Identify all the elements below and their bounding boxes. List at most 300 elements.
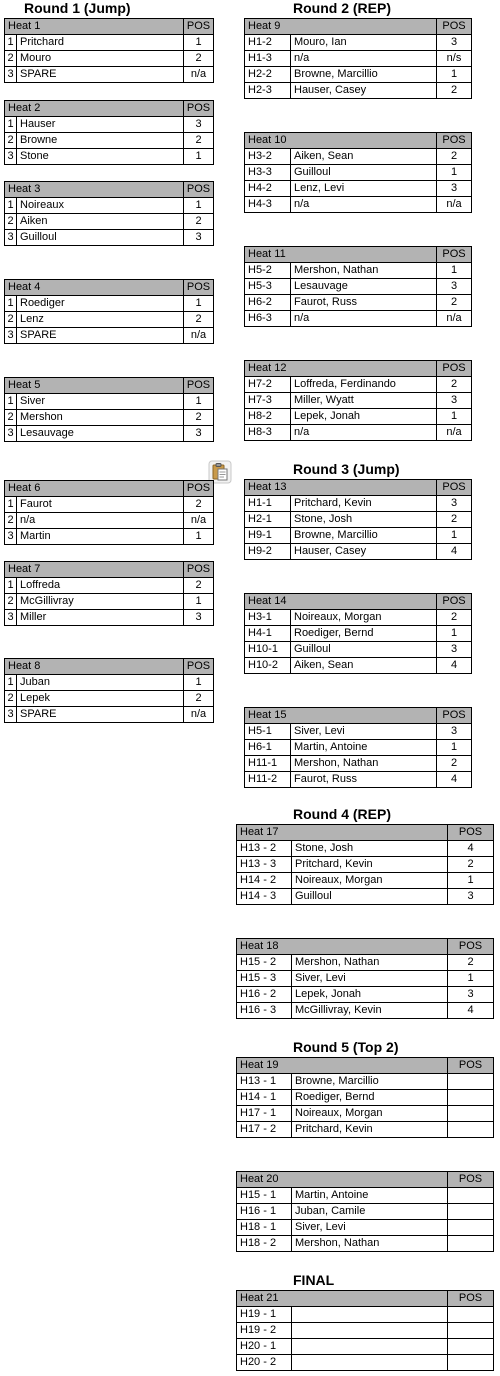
athlete-name[interactable]: Martin [17, 529, 184, 545]
heat-name: Heat 5 [5, 378, 184, 394]
table-row [5, 497, 214, 513]
position-cell[interactable]: 2 [437, 610, 472, 626]
seed-cell[interactable]: H13 - 2 [237, 841, 292, 857]
athlete-name[interactable]: n/a [291, 425, 437, 441]
lane-number[interactable]: 3 [5, 529, 17, 545]
pos-header: POS [184, 481, 214, 497]
table-row [245, 496, 472, 512]
position-cell[interactable]: 1 [437, 67, 472, 83]
table-row [245, 165, 472, 181]
position-cell[interactable]: 1 [437, 626, 472, 642]
heat-table [244, 132, 472, 213]
heat-table [236, 824, 494, 905]
athlete-name[interactable] [292, 1355, 448, 1371]
athlete-name[interactable]: Siver [17, 394, 184, 410]
heat-header-row [5, 562, 214, 578]
position-cell[interactable]: 2 [184, 410, 214, 426]
position-cell[interactable]: 1 [437, 409, 472, 425]
athlete-name[interactable]: McGillivray, Kevin [292, 1003, 448, 1019]
athlete-name[interactable]: Mershon, Nathan [292, 955, 448, 971]
position-cell[interactable]: n/a [437, 425, 472, 441]
position-cell[interactable]: 3 [184, 610, 214, 626]
athlete-name[interactable]: Mershon [17, 410, 184, 426]
seed-cell[interactable]: H7-2 [245, 377, 291, 393]
heat-name: Heat 15 [245, 708, 437, 724]
position-cell[interactable]: 2 [437, 377, 472, 393]
position-cell[interactable]: 3 [437, 724, 472, 740]
seed-cell[interactable]: H15 - 1 [237, 1188, 292, 1204]
athlete-name[interactable]: Roediger [17, 296, 184, 312]
seed-cell[interactable]: H14 - 1 [237, 1090, 292, 1106]
table-row [245, 610, 472, 626]
pos-header: POS [448, 1291, 494, 1307]
seed-cell[interactable]: H8-2 [245, 409, 291, 425]
position-cell[interactable]: 4 [448, 1003, 494, 1019]
athlete-name[interactable]: Aiken, Sean [291, 658, 437, 674]
seed-cell[interactable]: H4-3 [245, 197, 291, 213]
position-cell[interactable] [448, 1323, 494, 1339]
table-row [5, 707, 214, 723]
athlete-name[interactable]: Hauser [17, 117, 184, 133]
athlete-name[interactable]: n/a [291, 51, 437, 67]
athlete-name[interactable]: Pritchard, Kevin [291, 496, 437, 512]
position-cell[interactable]: 3 [184, 117, 214, 133]
heat-table [244, 593, 472, 674]
heat-header-row [245, 594, 472, 610]
seed-cell[interactable]: H5-3 [245, 279, 291, 295]
table-row [5, 328, 214, 344]
table-row [5, 117, 214, 133]
athlete-name[interactable]: Stone, Josh [292, 841, 448, 857]
athlete-name[interactable]: Hauser, Casey [291, 544, 437, 560]
seed-cell[interactable]: H3-3 [245, 165, 291, 181]
position-cell[interactable]: 2 [437, 756, 472, 772]
athlete-name[interactable]: Pritchard, Kevin [292, 857, 448, 873]
table-row [237, 1188, 494, 1204]
athlete-name[interactable]: Mouro [17, 51, 184, 67]
lane-number[interactable]: 3 [5, 328, 17, 344]
athlete-name[interactable]: SPARE [17, 328, 184, 344]
position-cell[interactable] [448, 1074, 494, 1090]
position-cell[interactable]: 3 [184, 230, 214, 246]
lane-number[interactable]: 1 [5, 35, 17, 51]
seed-cell[interactable]: H8-3 [245, 425, 291, 441]
position-cell[interactable]: 2 [437, 512, 472, 528]
table-row [245, 311, 472, 327]
athlete-name[interactable]: Juban [17, 675, 184, 691]
position-cell[interactable]: n/a [437, 197, 472, 213]
pos-header: POS [184, 280, 214, 296]
athlete-name[interactable]: Guilloul [17, 230, 184, 246]
position-cell[interactable]: n/a [184, 67, 214, 83]
position-cell[interactable]: 2 [437, 83, 472, 99]
table-row [5, 149, 214, 165]
table-row [5, 610, 214, 626]
position-cell[interactable]: 3 [448, 889, 494, 905]
athlete-name[interactable]: SPARE [17, 67, 184, 83]
athlete-name[interactable]: Browne, Marcillio [291, 528, 437, 544]
table-row [5, 230, 214, 246]
table-row [237, 987, 494, 1003]
seed-cell[interactable]: H6-2 [245, 295, 291, 311]
position-cell[interactable]: 1 [448, 971, 494, 987]
athlete-name[interactable]: Faurot, Russ [291, 295, 437, 311]
heat-table [4, 100, 214, 165]
athlete-name[interactable]: Siver, Levi [292, 1220, 448, 1236]
athlete-name[interactable]: Pritchard [17, 35, 184, 51]
athlete-name[interactable]: Browne, Marcillio [291, 67, 437, 83]
position-cell[interactable]: 2 [184, 497, 214, 513]
heat-name: Heat 12 [245, 361, 437, 377]
seed-cell[interactable]: H10-2 [245, 658, 291, 674]
athlete-name[interactable]: Loffreda [17, 578, 184, 594]
position-cell[interactable]: 4 [437, 658, 472, 674]
table-row [245, 528, 472, 544]
lane-number[interactable]: 3 [5, 610, 17, 626]
heat-header-row [5, 101, 214, 117]
seed-cell[interactable]: H3-2 [245, 149, 291, 165]
athlete-name[interactable]: Siver, Levi [291, 724, 437, 740]
seed-cell[interactable]: H1-2 [245, 35, 291, 51]
athlete-name[interactable]: n/a [291, 311, 437, 327]
final-title: FINAL [293, 1272, 335, 1288]
seed-cell[interactable]: H11-1 [245, 756, 291, 772]
seed-cell[interactable]: H2-1 [245, 512, 291, 528]
seed-cell[interactable]: H1-3 [245, 51, 291, 67]
athlete-name[interactable]: Browne [17, 133, 184, 149]
seed-cell[interactable]: H14 - 3 [237, 889, 292, 905]
heat-name: Heat 1 [5, 19, 184, 35]
round-3-title: Round 3 (Jump) [293, 461, 400, 477]
position-cell[interactable]: 2 [184, 214, 214, 230]
seed-cell[interactable]: H18 - 2 [237, 1236, 292, 1252]
athlete-name[interactable]: Pritchard, Kevin [292, 1122, 448, 1138]
table-row [5, 691, 214, 707]
seed-cell[interactable]: H16 - 2 [237, 987, 292, 1003]
heat-header-row [5, 481, 214, 497]
table-row [5, 578, 214, 594]
table-row [237, 873, 494, 889]
heat-table [4, 377, 214, 442]
seed-cell[interactable]: H15 - 2 [237, 955, 292, 971]
position-cell[interactable] [448, 1106, 494, 1122]
table-row [5, 529, 214, 545]
athlete-name[interactable]: Lesauvage [17, 426, 184, 442]
athlete-name[interactable]: Hauser, Casey [291, 83, 437, 99]
lane-number[interactable]: 2 [5, 410, 17, 426]
position-cell[interactable]: 3 [437, 181, 472, 197]
athlete-name[interactable]: Stone [17, 149, 184, 165]
athlete-name[interactable]: n/a [291, 197, 437, 213]
seed-cell[interactable]: H19 - 2 [237, 1323, 292, 1339]
pos-header: POS [184, 378, 214, 394]
athlete-name[interactable]: Martin, Antoine [292, 1188, 448, 1204]
table-row [5, 513, 214, 529]
position-cell[interactable]: n/a [437, 311, 472, 327]
position-cell[interactable]: 1 [184, 198, 214, 214]
position-cell[interactable]: 1 [437, 740, 472, 756]
athlete-name[interactable]: Lepek, Jonah [292, 987, 448, 1003]
position-cell[interactable] [448, 1355, 494, 1371]
position-cell[interactable]: 1 [448, 873, 494, 889]
position-cell[interactable]: 1 [184, 149, 214, 165]
seed-cell[interactable]: H13 - 3 [237, 857, 292, 873]
athlete-name[interactable]: Lenz, Levi [291, 181, 437, 197]
lane-number[interactable]: 2 [5, 214, 17, 230]
lane-number[interactable]: 3 [5, 149, 17, 165]
seed-cell[interactable]: H1-1 [245, 496, 291, 512]
position-cell[interactable]: 1 [437, 263, 472, 279]
pos-header: POS [437, 480, 472, 496]
table-row [237, 1074, 494, 1090]
seed-cell[interactable]: H4-1 [245, 626, 291, 642]
table-row [5, 394, 214, 410]
seed-cell[interactable]: H20 - 2 [237, 1355, 292, 1371]
position-cell[interactable]: 3 [437, 642, 472, 658]
seed-cell[interactable]: H6-1 [245, 740, 291, 756]
table-row [237, 1122, 494, 1138]
position-cell[interactable]: 1 [437, 528, 472, 544]
position-cell[interactable]: 3 [437, 393, 472, 409]
athlete-name[interactable]: Miller [17, 610, 184, 626]
lane-number[interactable]: 2 [5, 133, 17, 149]
table-row [245, 393, 472, 409]
athlete-name[interactable]: Lenz [17, 312, 184, 328]
pos-header: POS [184, 19, 214, 35]
athlete-name[interactable]: Mouro, Ian [291, 35, 437, 51]
table-row [5, 133, 214, 149]
seed-cell[interactable]: H18 - 1 [237, 1220, 292, 1236]
table-row [237, 1204, 494, 1220]
position-cell[interactable]: n/a [184, 328, 214, 344]
athlete-name[interactable]: McGillivray [17, 594, 184, 610]
heat-table [244, 707, 472, 788]
athlete-name[interactable] [292, 1307, 448, 1323]
heat-table [244, 360, 472, 441]
heat-name: Heat 6 [5, 481, 184, 497]
lane-number[interactable]: 1 [5, 578, 17, 594]
athlete-name[interactable]: Lepek [17, 691, 184, 707]
lane-number[interactable]: 1 [5, 497, 17, 513]
seed-cell[interactable]: H14 - 2 [237, 873, 292, 889]
table-row [245, 197, 472, 213]
heat-table [244, 479, 472, 560]
athlete-name[interactable]: Lesauvage [291, 279, 437, 295]
athlete-name[interactable]: Martin, Antoine [291, 740, 437, 756]
athlete-name[interactable] [292, 1339, 448, 1355]
athlete-name[interactable]: Siver, Levi [292, 971, 448, 987]
heat-table [236, 938, 494, 1019]
seed-cell[interactable]: H2-2 [245, 67, 291, 83]
heat-name: Heat 7 [5, 562, 184, 578]
position-cell[interactable]: 1 [184, 394, 214, 410]
position-cell[interactable] [448, 1090, 494, 1106]
position-cell[interactable]: 2 [184, 133, 214, 149]
lane-number[interactable]: 1 [5, 117, 17, 133]
athlete-name[interactable]: Browne, Marcillio [292, 1074, 448, 1090]
table-row [5, 594, 214, 610]
seed-cell[interactable]: H3-1 [245, 610, 291, 626]
lane-number[interactable]: 2 [5, 312, 17, 328]
athlete-name[interactable]: Noireaux [17, 198, 184, 214]
position-cell[interactable]: 1 [184, 675, 214, 691]
lane-number[interactable]: 3 [5, 67, 17, 83]
seed-cell[interactable]: H16 - 1 [237, 1204, 292, 1220]
athlete-name[interactable]: Guilloul [292, 889, 448, 905]
position-cell[interactable]: 2 [437, 295, 472, 311]
position-cell[interactable]: 4 [448, 841, 494, 857]
table-row [245, 626, 472, 642]
round-4-title: Round 4 (REP) [293, 806, 391, 822]
lane-number[interactable]: 1 [5, 394, 17, 410]
position-cell[interactable]: 2 [184, 51, 214, 67]
seed-cell[interactable]: H5-2 [245, 263, 291, 279]
seed-cell[interactable]: H19 - 1 [237, 1307, 292, 1323]
lane-number[interactable]: 3 [5, 707, 17, 723]
pos-header: POS [437, 133, 472, 149]
position-cell[interactable]: 2 [437, 149, 472, 165]
heat-header-row [5, 280, 214, 296]
athlete-name[interactable] [292, 1323, 448, 1339]
position-cell[interactable]: 1 [184, 529, 214, 545]
athlete-name[interactable]: Faurot [17, 497, 184, 513]
pos-header: POS [437, 19, 472, 35]
seed-cell[interactable]: H17 - 1 [237, 1106, 292, 1122]
position-cell[interactable] [448, 1204, 494, 1220]
seed-cell[interactable]: H15 - 3 [237, 971, 292, 987]
athlete-name[interactable]: Loffreda, Ferdinando [291, 377, 437, 393]
athlete-name[interactable]: Guilloul [291, 165, 437, 181]
lane-number[interactable]: 2 [5, 691, 17, 707]
table-row [237, 1355, 494, 1371]
position-cell[interactable]: 3 [437, 496, 472, 512]
position-cell[interactable] [448, 1307, 494, 1323]
athlete-name[interactable]: Noireaux, Morgan [292, 1106, 448, 1122]
table-row [237, 1220, 494, 1236]
position-cell[interactable] [448, 1188, 494, 1204]
table-row [237, 1106, 494, 1122]
position-cell[interactable]: 3 [437, 35, 472, 51]
seed-cell[interactable]: H9-2 [245, 544, 291, 560]
table-row [5, 198, 214, 214]
seed-cell[interactable]: H16 - 3 [237, 1003, 292, 1019]
pos-header: POS [448, 825, 494, 841]
lane-number[interactable]: 3 [5, 230, 17, 246]
heat-name: Heat 9 [245, 19, 437, 35]
seed-cell[interactable]: H7-3 [245, 393, 291, 409]
heat-header-row [5, 182, 214, 198]
seed-cell[interactable]: H17 - 2 [237, 1122, 292, 1138]
position-cell[interactable]: n/a [184, 707, 214, 723]
heat-name: Heat 18 [237, 939, 448, 955]
athlete-name[interactable]: Aiken, Sean [291, 149, 437, 165]
position-cell[interactable]: 3 [184, 426, 214, 442]
table-row [245, 740, 472, 756]
seed-cell[interactable]: H6-3 [245, 311, 291, 327]
athlete-name[interactable]: Noireaux, Morgan [291, 610, 437, 626]
table-row [245, 51, 472, 67]
table-row [5, 51, 214, 67]
position-cell[interactable] [448, 1220, 494, 1236]
position-cell[interactable]: 1 [184, 296, 214, 312]
heat-table [236, 1171, 494, 1252]
lane-number[interactable]: 1 [5, 296, 17, 312]
position-cell[interactable]: 2 [184, 578, 214, 594]
athlete-name[interactable]: Juban, Camile [292, 1204, 448, 1220]
athlete-name[interactable]: Faurot, Russ [291, 772, 437, 788]
position-cell[interactable]: 3 [448, 987, 494, 1003]
position-cell[interactable]: 2 [184, 312, 214, 328]
table-row [237, 841, 494, 857]
position-cell[interactable]: 4 [437, 544, 472, 560]
seed-cell[interactable]: H4-2 [245, 181, 291, 197]
position-cell[interactable]: 3 [437, 279, 472, 295]
lane-number[interactable]: 2 [5, 51, 17, 67]
athlete-name[interactable]: n/a [17, 513, 184, 529]
position-cell[interactable]: n/s [437, 51, 472, 67]
table-row [5, 675, 214, 691]
table-row [245, 409, 472, 425]
athlete-name[interactable]: Mershon, Nathan [291, 756, 437, 772]
lane-number[interactable]: 2 [5, 594, 17, 610]
athlete-name[interactable]: Guilloul [291, 642, 437, 658]
athlete-name[interactable]: Noireaux, Morgan [292, 873, 448, 889]
heat-name: Heat 10 [245, 133, 437, 149]
position-cell[interactable]: 2 [448, 857, 494, 873]
athlete-name[interactable]: Aiken [17, 214, 184, 230]
lane-number[interactable]: 1 [5, 198, 17, 214]
athlete-name[interactable]: Mershon, Nathan [291, 263, 437, 279]
athlete-name[interactable]: Roediger, Bernd [291, 626, 437, 642]
position-cell[interactable]: 1 [184, 35, 214, 51]
seed-cell[interactable]: H5-1 [245, 724, 291, 740]
seed-cell[interactable]: H2-3 [245, 83, 291, 99]
seed-cell[interactable]: H10-1 [245, 642, 291, 658]
position-cell[interactable]: 1 [184, 594, 214, 610]
heat-header-row [237, 1291, 494, 1307]
athlete-name[interactable]: Roediger, Bernd [292, 1090, 448, 1106]
position-cell[interactable]: 4 [437, 772, 472, 788]
heat-table [244, 18, 472, 99]
position-cell[interactable]: 2 [448, 955, 494, 971]
seed-cell[interactable]: H11-2 [245, 772, 291, 788]
table-row [245, 724, 472, 740]
lane-number[interactable]: 3 [5, 426, 17, 442]
seed-cell[interactable]: H20 - 1 [237, 1339, 292, 1355]
position-cell[interactable]: 2 [184, 691, 214, 707]
position-cell[interactable] [448, 1122, 494, 1138]
position-cell[interactable] [448, 1236, 494, 1252]
lane-number[interactable]: 2 [5, 513, 17, 529]
athlete-name[interactable]: Stone, Josh [291, 512, 437, 528]
table-row [237, 1339, 494, 1355]
position-cell[interactable] [448, 1339, 494, 1355]
position-cell[interactable]: n/a [184, 513, 214, 529]
heat-name: Heat 21 [237, 1291, 448, 1307]
athlete-name[interactable]: Lepek, Jonah [291, 409, 437, 425]
athlete-name[interactable]: SPARE [17, 707, 184, 723]
seed-cell[interactable]: H9-1 [245, 528, 291, 544]
athlete-name[interactable]: Mershon, Nathan [292, 1236, 448, 1252]
athlete-name[interactable]: Miller, Wyatt [291, 393, 437, 409]
seed-cell[interactable]: H13 - 1 [237, 1074, 292, 1090]
position-cell[interactable]: 1 [437, 165, 472, 181]
lane-number[interactable]: 1 [5, 675, 17, 691]
heat-header-row [245, 19, 472, 35]
table-row [245, 658, 472, 674]
round-5-title: Round 5 (Top 2) [293, 1039, 399, 1055]
table-row [5, 426, 214, 442]
